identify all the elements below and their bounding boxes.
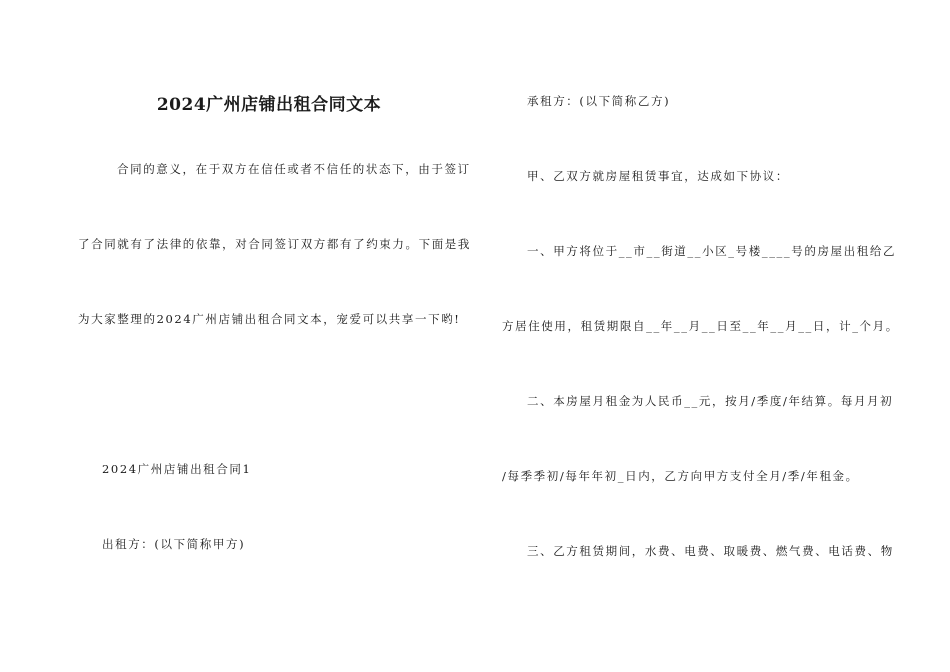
intro-line-3: 为大家整理的2024广州店铺出租合同文本，宠爱可以共享一下哟!: [78, 312, 461, 326]
clause2-line-2: /每季季初/每年年初_日内，乙方向甲方支付全月/季/年租金。: [502, 469, 859, 483]
clause3-line-1: 三、乙方租赁期间，水费、电费、取暖费、燃气费、电话费、物: [527, 544, 894, 558]
lessor-line: 出租方：(以下简称甲方): [102, 537, 246, 551]
clause2-line-1: 二、本房屋月租金为人民币__元，按月/季度/年结算。每月月初: [527, 394, 894, 408]
lessee-line: 承租方：(以下简称乙方): [527, 94, 671, 108]
clause1-line-2: 方居住使用，租赁期限自__年__月__日至__年__月__日，计_个月。: [502, 319, 899, 333]
intro-line-1: 合同的意义，在于双方在信任或者不信任的状态下，由于签订: [117, 162, 471, 176]
agreement-line: 甲、乙双方就房屋租赁事宜，达成如下协议：: [527, 169, 789, 183]
section-heading: 2024广州店铺出租合同1: [102, 462, 252, 476]
clause1-line-1: 一、甲方将位于__市__街道__小区_号楼____号的房屋出租给乙: [527, 244, 897, 258]
intro-line-2: 了合同就有了法律的依靠，对合同签订双方都有了约束力。下面是我: [78, 237, 471, 251]
document-title: 2024广州店铺出租合同文本: [156, 95, 382, 115]
